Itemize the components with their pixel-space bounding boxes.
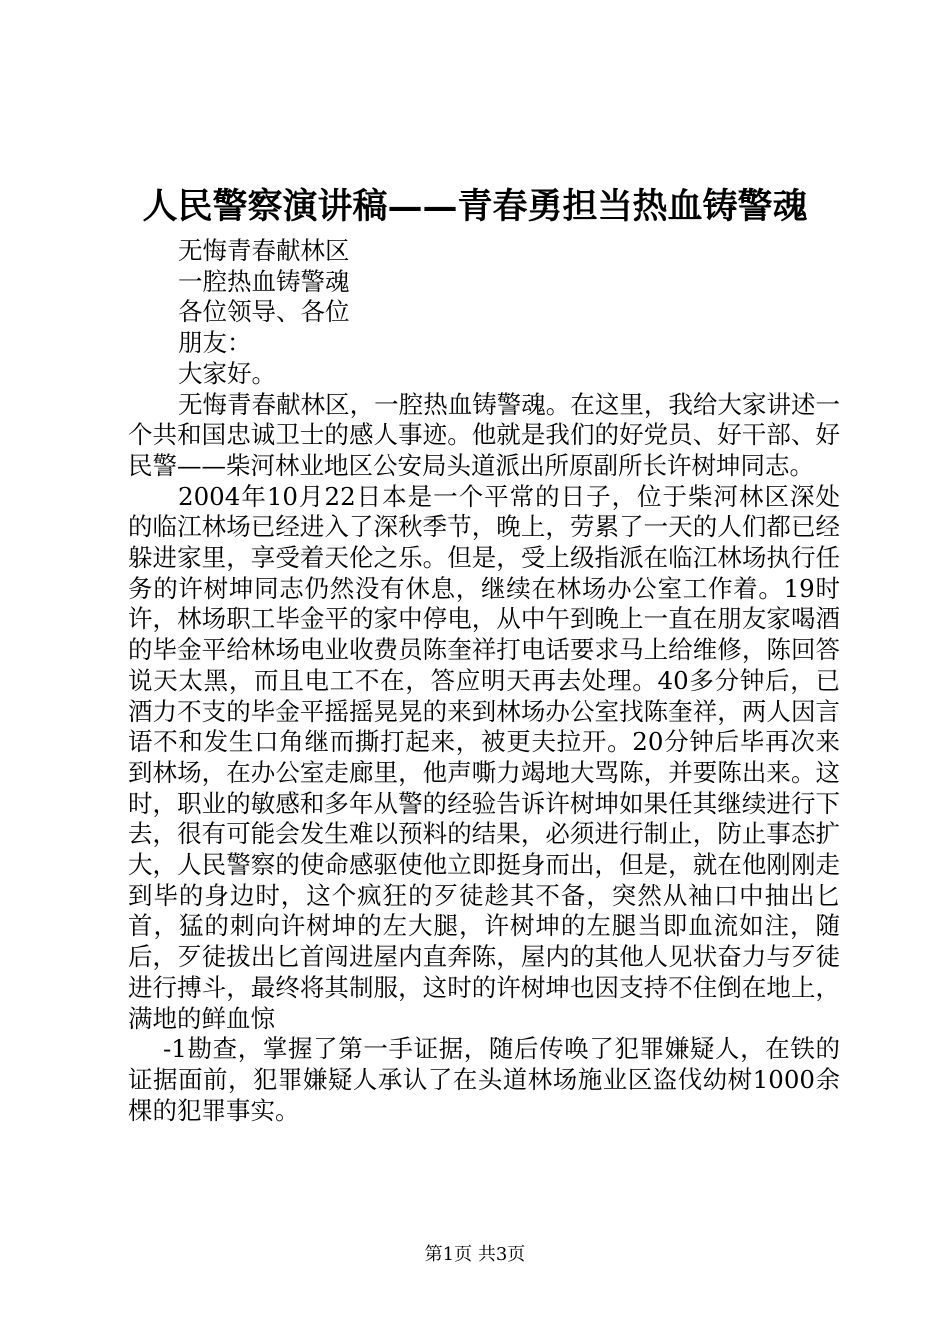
greeting-line: 大家好。 xyxy=(178,358,276,388)
body-paragraph: 无悔青春献林区，一腔热血铸警魂。在这里，我给大家讲述一个共和国忠诚卫士的感人事迹。他就是我们的好党员、好干部、好民警——柴河林业地区公安局头道派出所原副所长许树坤同志。 xyxy=(128,389,840,480)
page-footer: 第1页 共3页 xyxy=(424,1244,526,1265)
salutation-line: 各位领导、各位 xyxy=(178,297,350,327)
document-body xyxy=(128,236,840,1126)
opening-line: 无悔青春献林区 xyxy=(178,236,350,265)
document-title: 人民警察演讲稿——青春勇担当热血铸警魂 xyxy=(142,186,808,227)
salutation-line: 朋友： xyxy=(178,328,252,358)
body-paragraph: 2004年10月22日本是一个平常的日子，位于柴河林区深处的临江林场已经进入了深秋季节，晚上，劳累了一天的人们都已经躲进家里，享受着天伦之乐。但是，受上级指派在临江林场执行任务的许树坤同志仍然没有休息，继续在林场办公室工作着。19时许，林场职工毕金平的家中停电，从中午到晚上一直在朋友家喝酒的毕金平给林场电业收费员陈奎祥打电话要求马上给维修，陈回答说天太黑，而且电工不在，答应明天再去处理。40多分钟后，已酒力不支的毕金平摇摇晃晃的来到林场办公室找陈奎祥，两人因言语不和发生口角继而撕打起来，被更夫拉开。20分钟后毕再次来到林场，在办公室走廊里，他声嘶力竭地大骂陈，并要陈出来。这时，职业的敏感和多年从警的经验告诉许树坤如果任其继续进行下去，很有可能会发生难以预料的结果，必须进行制止，防止事态扩大，人民警察的使命感驱使他立即挺身而出，但是，就在他刚刚走到毕的身边时，这个疯狂的歹徒趁其不备，突然从袖口中抽出匕首，猛的刺向许树坤的左大腿，许树坤的左腿当即血流如注，随后，歹徒拔出匕首闯进屋内直奔陈，屋内的其他人见状奋力与歹徒进行搏斗，最终将其制服，这时的许树坤也因支持不住倒在地上，满地的鲜血惊 xyxy=(128,481,840,1033)
body-paragraph: -1勘查，掌握了第一手证据，随后传唤了犯罪嫌疑人，在铁的证据面前，犯罪嫌疑人承认了在头道林场施业区盗伐幼树1000余棵的犯罪事实。 xyxy=(128,1034,840,1125)
opening-line: 一腔热血铸警魂 xyxy=(178,266,350,296)
